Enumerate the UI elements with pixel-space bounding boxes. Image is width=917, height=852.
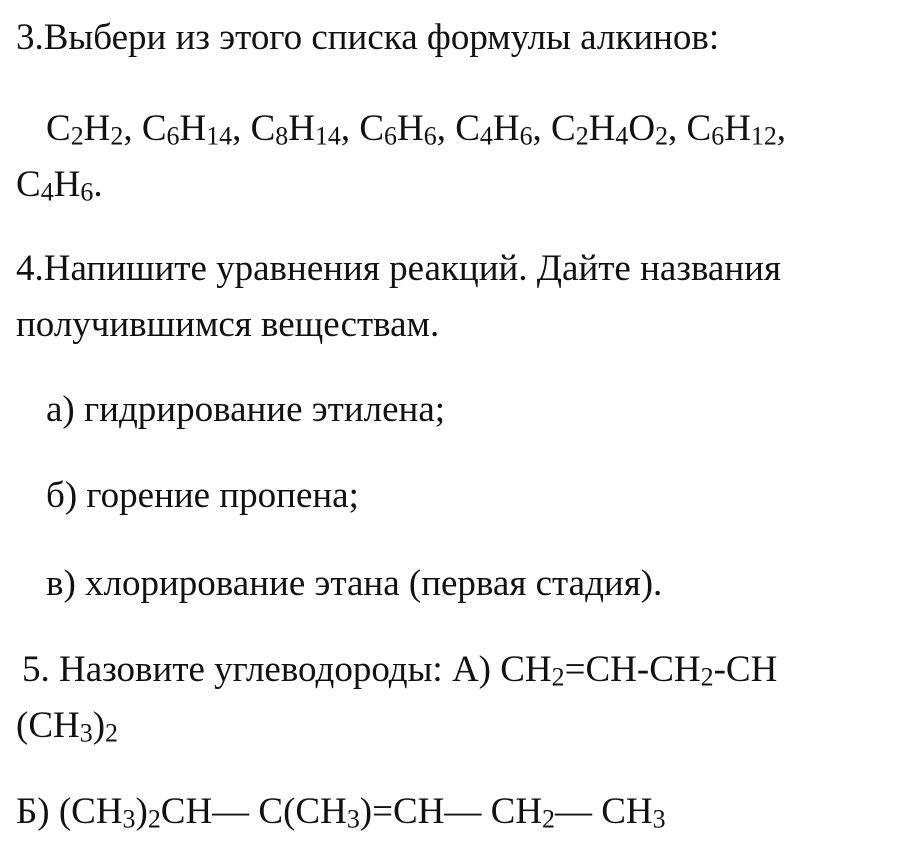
task4-item-c: в) хлорирование этана (первая стадия). xyxy=(46,563,663,604)
task3-formula-list-line2: $C_4H_6$. xyxy=(16,164,103,207)
task3-prompt: 3.Выбери из этого списка формулы алкинов: xyxy=(16,17,720,58)
task4-item-b: б) горение пропена; xyxy=(46,475,359,516)
task3-formula-list-line1: $C_2H_2$, $C_6H_{14}$, $C_8H_{14}$, $C_6H_6$, $C_4H_6$, $C_2H_4O_2$, $C_6H_{12}$, xyxy=(46,108,787,151)
task5-line3: Б) $(CH_3)_2CH—$ $C(CH_3)=CH—$ $CH_2—$ $CH_3$ xyxy=(16,791,666,834)
task5-line1: 5. Назовите углеводороды: А) $CH_2=CH-CH_2-CH$ xyxy=(22,649,778,692)
task4-item-a: а) гидрирование этилена; xyxy=(46,389,446,430)
task5-line2: $(CH_3)_2$ xyxy=(16,705,118,748)
task4-heading-line2: получившимся веществам. xyxy=(16,304,440,345)
task4-heading-line1: 4.Напишите уравнения реакций. Дайте названия xyxy=(16,248,781,289)
